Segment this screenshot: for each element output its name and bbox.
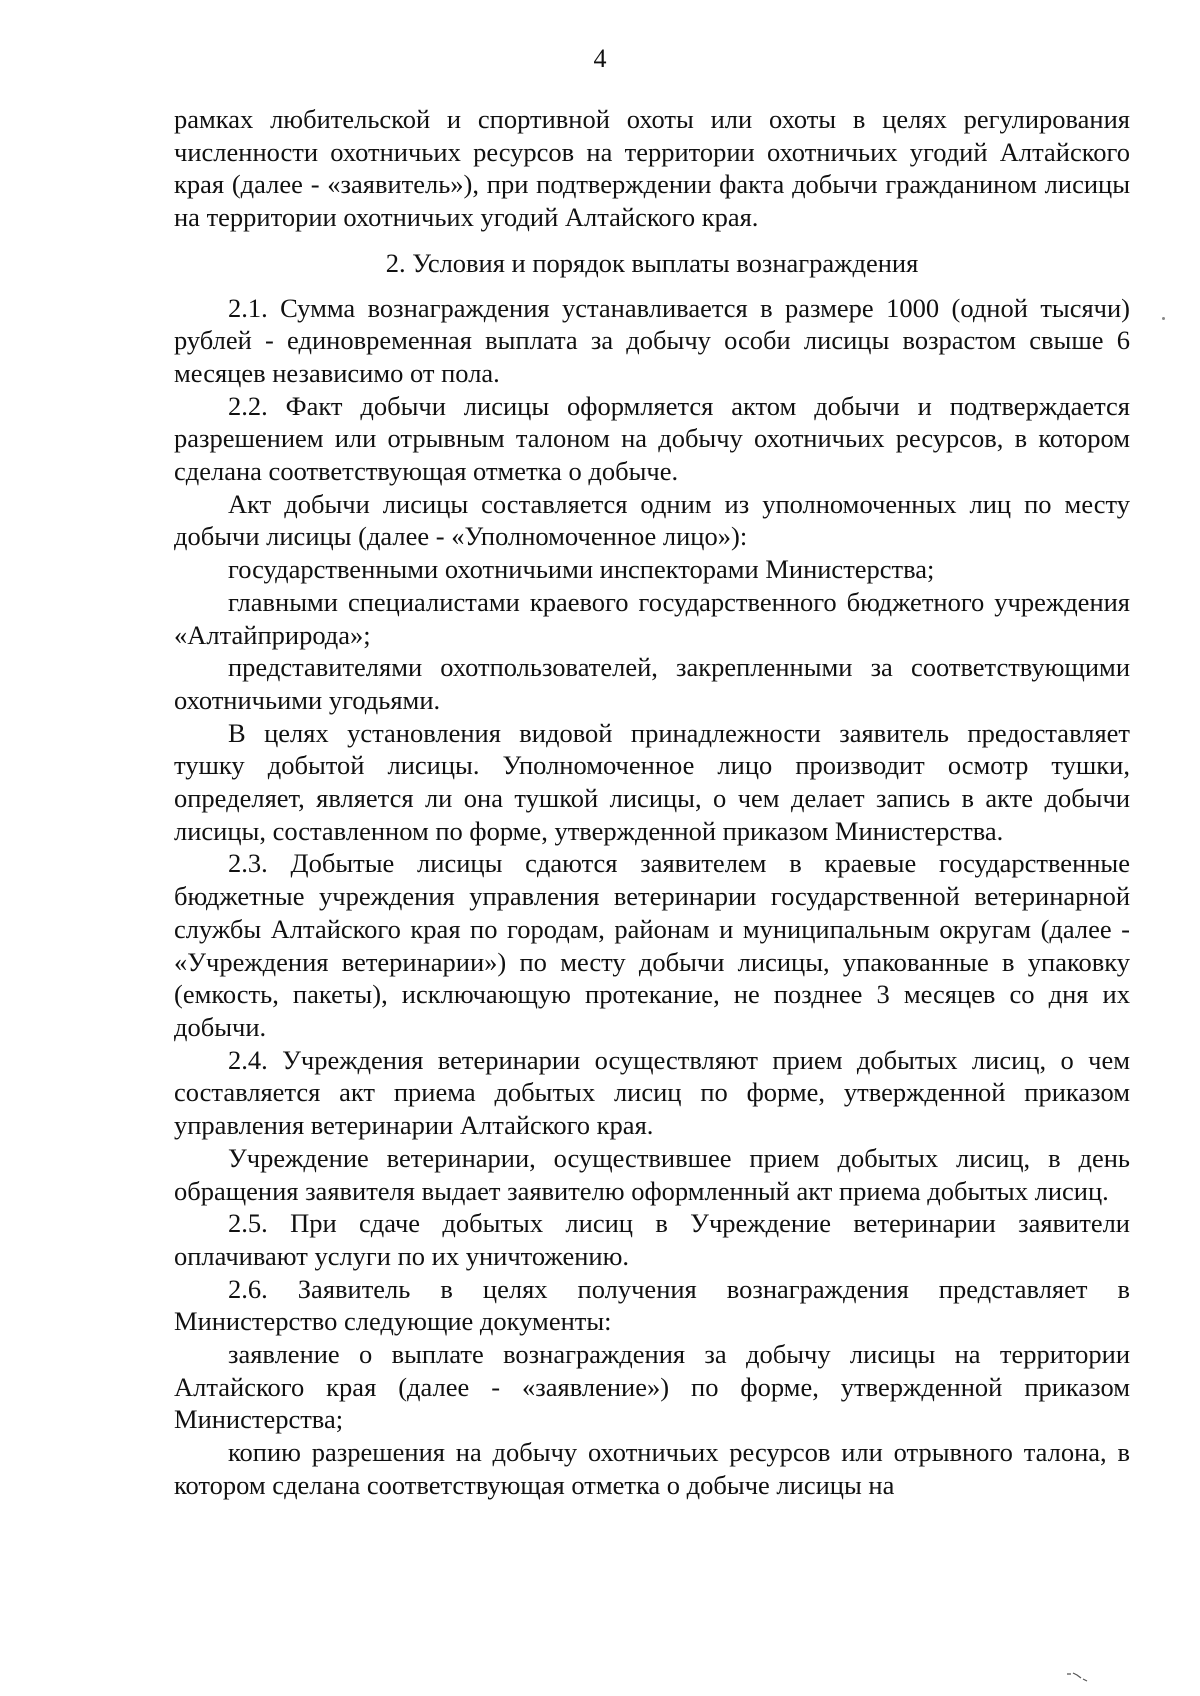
paragraph-2-2: 2.2. Факт добычи лисицы оформляется актом добычи и подтверждается разрешением или отрывным талоном на добычу охотничьих ресурсов, в котором сделана соответствующая отметка о добыче.: [174, 390, 1130, 487]
paragraph-2-5: 2.5. При сдаче добытых лисиц в Учреждение ветеринарии заявители оплачивают услуги по их уничтожению.: [174, 1208, 1130, 1271]
section-heading: 2. Условия и порядок выплаты вознаграждения: [385, 247, 919, 278]
scan-mark: [1065, 1670, 1091, 1682]
paragraph-2-4: 2.4. Учреждения ветеринарии осуществляют прием добытых лисиц, о чем составляется акт приема добытых лисиц по форме, утвержденной приказом управления ветеринарии Алтайского края.: [174, 1044, 1130, 1141]
list-item-permit-copy: копию разрешения на добычу охотничьих ресурсов или отрывного талона, в котором сделана соответствующая отметка о добыче лисицы на: [174, 1437, 1130, 1500]
list-item-inspectors: государственными охотничьими инспекторами Министерства;: [228, 554, 935, 585]
paragraph-2-1: 2.1. Сумма вознаграждения устанавливается в размере 1000 (одной тысячи) рублей - единовременная выплата за добычу особи лисицы возрастом свыше 6 месяцев независимо от пола.: [174, 292, 1130, 388]
list-item-specialists: главными специалистами краевого государственного бюджетного учреждения «Алтайприрода»;: [174, 586, 1130, 650]
paragraph-2-3: 2.3. Добытые лисицы сдаются заявителем в краевые государственные бюджетные учреждения управления ветеринарии государственной ветеринарной службы Алтайского края по городам, районам и муниципальным округам (далее - «Учреждения ветеринарии») по месту добычи лисицы, упакованные в упаковку (емкость, пакеты), исключающую протекание, не позднее 3 месяцев со дня их добычи.: [174, 848, 1130, 1042]
paragraph-continuation: рамках любительской и спортивной охоты или охоты в целях регулирования численности охотничьих ресурсов на территории охотничьих угодий Алтайского края (далее - «заявитель»), при подтверждении факта добычи гражданином лисицы на территории охотничьих угодий Алтайского края.: [174, 104, 1130, 233]
document-body: [174, 103, 1130, 1502]
page-number: 4: [593, 44, 607, 73]
list-item-application: заявление о выплате вознаграждения за добычу лисицы на территории Алтайского края (далее - «заявление») по форме, утвержденной приказом Министерства;: [174, 1339, 1130, 1435]
paragraph-species-identification: В целях установления видовой принадлежности заявитель предоставляет тушку добытой лисицы. Уполномоченное лицо производит осмотр тушки, определяет, является ли она тушкой лисицы, о чем делает запись в акте добычи лисицы, составленном по форме, утвержденной приказом Министерства.: [174, 717, 1130, 846]
paragraph-vet-act-issue: Учреждение ветеринарии, осуществившее прием добытых лисиц, в день обращения заявителя выдает заявителю оформленный акт приема добытых лисиц.: [174, 1142, 1130, 1206]
list-item-representatives: представителями охотпользователей, закрепленными за соответствующими охотничьими угодьями.: [174, 652, 1130, 715]
paragraph-act-of-catch: Акт добычи лисицы составляется одним из уполномоченных лиц по месту добычи лисицы (далее - «Уполномоченное лицо»):: [174, 488, 1130, 552]
paragraph-2-6: 2.6. Заявитель в целях получения вознаграждения представляет в Министерство следующие документы:: [174, 1273, 1130, 1337]
scan-speck: [1162, 317, 1165, 320]
